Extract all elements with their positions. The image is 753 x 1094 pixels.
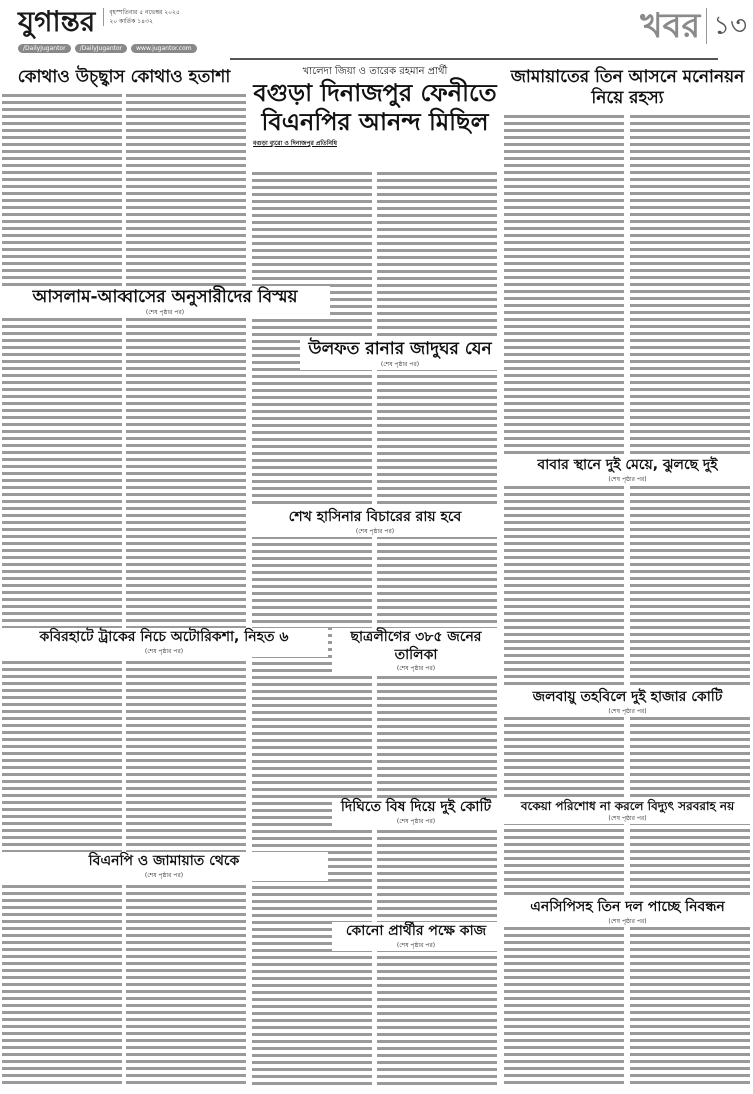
headline xyxy=(332,798,500,827)
page-number: ১৩ xyxy=(706,8,747,44)
continued-label: (শেষ পৃষ্ঠার পর) xyxy=(608,475,647,483)
headline xyxy=(332,922,500,951)
section-header xyxy=(640,4,747,48)
masthead-logo: যুগান্তর xyxy=(18,5,96,38)
twitter-link[interactable]: /DailyJugantor xyxy=(75,44,128,53)
text-column xyxy=(504,92,624,1088)
headline xyxy=(502,798,753,824)
website-link[interactable]: www.jugantor.com xyxy=(131,44,197,53)
continued-label: (শেষ পৃষ্ঠার পর) xyxy=(396,941,436,949)
continued-label: (শেষ পৃষ্ঠার পর) xyxy=(355,527,395,535)
lead-headline-line2: বিএনপির আনন্দ মিছিল xyxy=(261,108,489,136)
byline: বগুড়া ব্যুরো ও দিনাজপুর প্রতিনিধি xyxy=(253,140,337,147)
headline xyxy=(250,508,500,537)
continued-label: (শেষ পৃষ্ঠার পর) xyxy=(380,361,420,369)
headline xyxy=(0,286,330,318)
section-title: খবর xyxy=(640,6,701,46)
headline-text: জলবায়ু তহবিলে দুই হাজার কোটি xyxy=(532,689,723,705)
lead-headline xyxy=(253,79,497,137)
continued-label: (শেষ পৃষ্ঠার পর) xyxy=(145,309,185,317)
text-column xyxy=(126,92,246,1088)
continued-label: (শেষ পৃষ্ঠার পর) xyxy=(608,917,647,925)
text-column xyxy=(630,92,750,1088)
headline: জামায়াতের তিন আসনে মনোনয়ন নিয়ে রহস্য xyxy=(502,66,753,111)
social-links xyxy=(18,44,197,53)
headline xyxy=(332,628,500,674)
headline-kicker: খালেদা জিয়া ও তারেক রহমান প্রার্থী xyxy=(302,66,448,77)
headline-text: বাবার স্থানে দুই মেয়ে, ঝুলছে দুই xyxy=(537,457,718,473)
continued-label: (শেষ পৃষ্ঠার পর) xyxy=(144,647,184,655)
lead-headline-line1: বগুড়া দিনাজপুর ফেনীতে xyxy=(253,79,497,107)
continued-label: (শেষ পৃষ্ঠার পর) xyxy=(144,871,184,879)
date-bengali: ২০ কার্তিক ১৪৩২ xyxy=(109,18,153,25)
text-column xyxy=(2,92,122,1088)
headline xyxy=(502,688,753,717)
headline-text: আসলাম-আব্বাসের অনুসারীদের বিস্ময় xyxy=(32,287,298,307)
headline xyxy=(502,898,753,927)
headline xyxy=(300,338,500,370)
headline-text: এনসিপিসহ তিন দল পাচ্ছে নিবন্ধন xyxy=(530,899,725,915)
headline-text: বকেয়া পরিশোধ না করলে বিদ্যুৎ সরবরাহ নয় xyxy=(520,799,735,813)
headline-text: কবিরহাটে ট্রাকের নিচে অটোরিকশা, নিহত ৬ xyxy=(39,629,289,645)
masthead xyxy=(18,4,180,40)
headline-text: শেখ হাসিনার বিচারের রায় হবে xyxy=(288,509,462,525)
headline xyxy=(0,852,328,881)
issue-date xyxy=(103,8,179,26)
headline: কোথাও উচ্ছ্বাস কোথাও হতাশা xyxy=(0,66,248,89)
headline-text: বিএনপি ও জামায়াত থেকে xyxy=(88,853,240,869)
header-rule xyxy=(230,58,718,60)
facebook-link[interactable]: /DailyJugantor xyxy=(18,44,71,53)
headline-text: ছাত্রলীগের ৩৮৫ জনের তালিকা xyxy=(350,629,482,663)
date-gregorian: বৃহস্পতিবার ৫ নভেম্বর ২০২৫ xyxy=(109,9,180,16)
headline xyxy=(0,628,328,657)
continued-label: (শেষ পৃষ্ঠার পর) xyxy=(608,815,647,822)
continued-label: (শেষ পৃষ্ঠার পর) xyxy=(396,665,436,672)
headline-text: উলফত রানার জাদুঘর যেন xyxy=(308,339,492,359)
headline-text: কোনো প্রার্থীর পক্ষে কাজ xyxy=(345,923,487,939)
continued-label: (শেষ পৃষ্ঠার পর) xyxy=(608,707,647,715)
headline xyxy=(502,456,753,485)
lead-story-header xyxy=(250,64,500,150)
continued-label: (শেষ পৃষ্ঠার পর) xyxy=(396,817,436,825)
headline-text: দিঘিতে বিষ দিয়ে দুই কোটি xyxy=(340,799,492,815)
